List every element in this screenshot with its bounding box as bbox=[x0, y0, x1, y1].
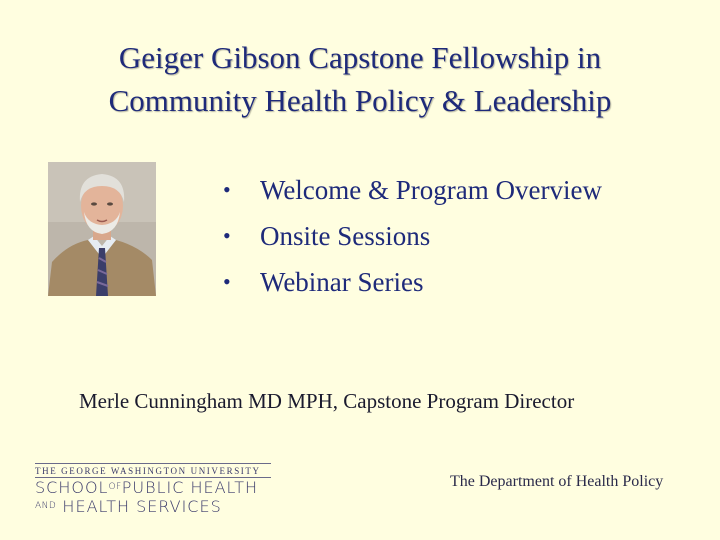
bullet-text: Onsite Sessions bbox=[260, 221, 431, 251]
logo-of: OF bbox=[108, 482, 122, 492]
bullet-list bbox=[223, 167, 602, 305]
list-item bbox=[223, 259, 602, 305]
bullet-text: Webinar Series bbox=[260, 267, 424, 297]
director-credit: Merle Cunningham MD MPH, Capstone Program Director bbox=[79, 389, 575, 413]
bullet-icon: • bbox=[223, 177, 231, 202]
gw-school-logo bbox=[35, 463, 275, 523]
department-name: The Department of Health Policy bbox=[450, 473, 664, 490]
bullet-icon: • bbox=[223, 223, 231, 248]
logo-university: THE GEORGE WASHINGTON UNIVERSITY bbox=[35, 463, 271, 478]
logo-and: AND bbox=[35, 501, 57, 511]
list-item bbox=[223, 167, 602, 213]
bullet-icon: • bbox=[223, 269, 231, 294]
logo-health-services: HEALTH SERVICES bbox=[62, 497, 222, 516]
logo-services-line bbox=[35, 497, 275, 516]
logo-school: SCHOOL bbox=[35, 478, 109, 497]
list-item bbox=[223, 213, 602, 259]
slide-title bbox=[0, 36, 720, 122]
portrait-image bbox=[48, 162, 156, 296]
director-photo bbox=[48, 162, 156, 296]
title-line-1: Geiger Gibson Capstone Fellowship in bbox=[118, 40, 602, 75]
logo-school-line bbox=[35, 478, 275, 497]
logo-public-health: PUBLIC HEALTH bbox=[121, 478, 259, 497]
bullet-text: Welcome & Program Overview bbox=[260, 175, 602, 205]
title-line-2: Community Health Policy & Leadership bbox=[108, 83, 612, 118]
